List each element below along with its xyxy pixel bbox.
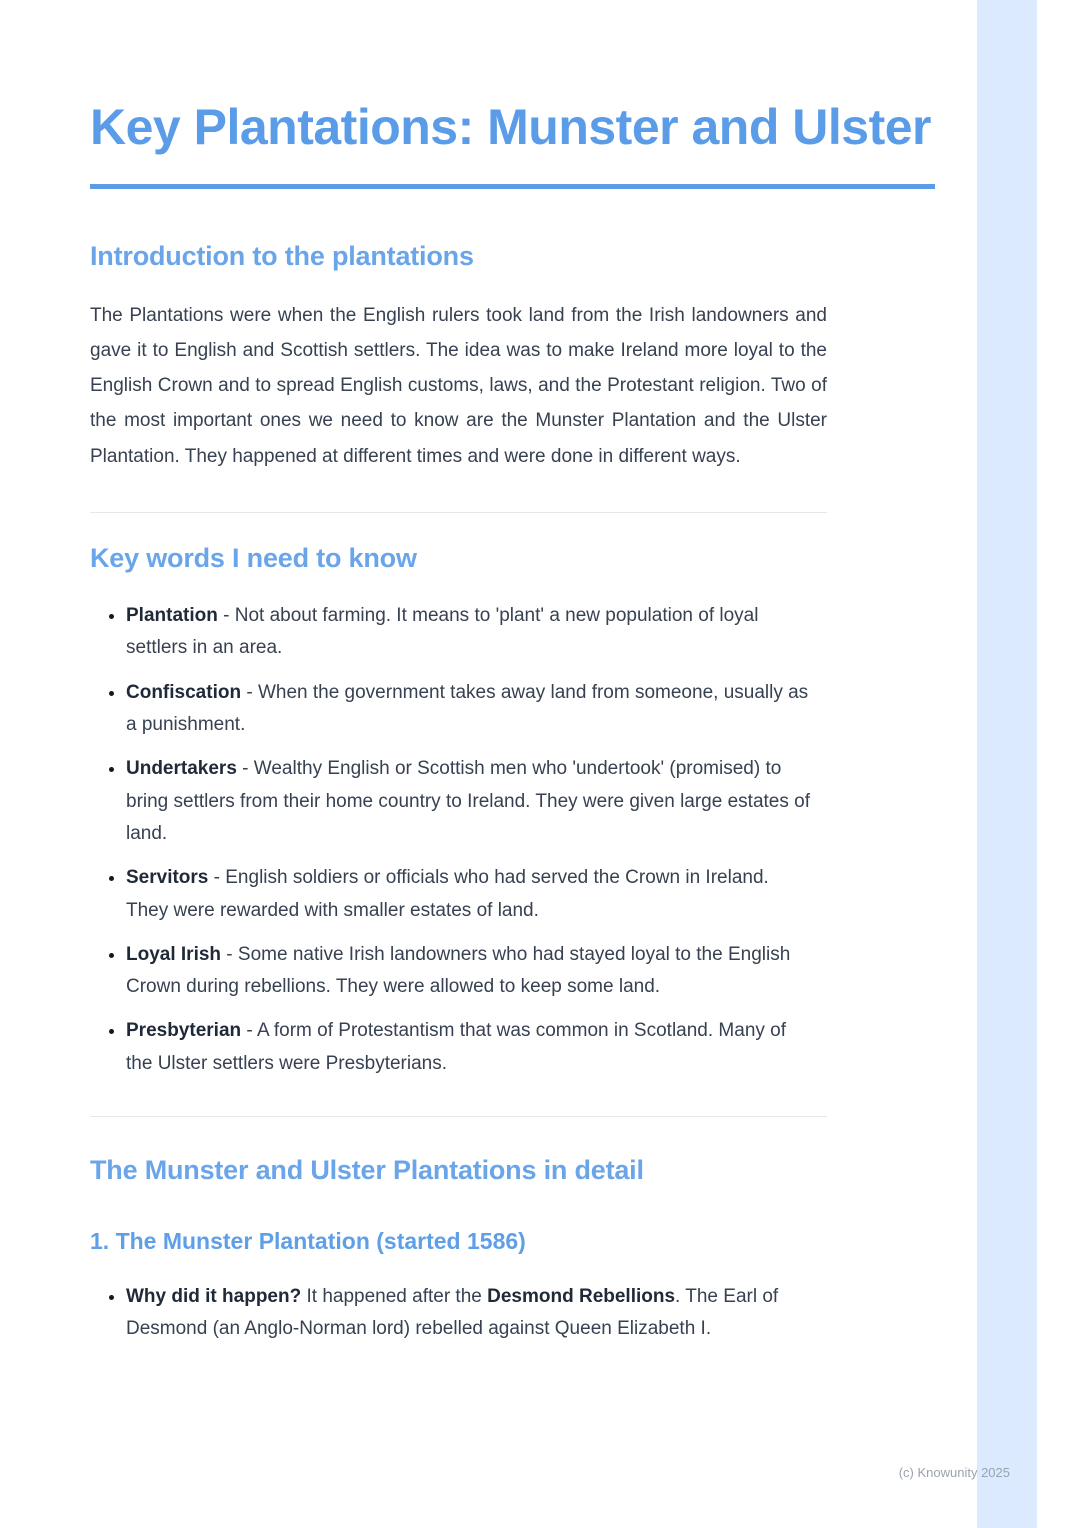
detail-bold-term: Desmond Rebellions xyxy=(487,1286,676,1307)
section-divider xyxy=(90,512,827,513)
section-heading-keywords: Key words I need to know xyxy=(90,543,417,574)
detail-bold-lead: Why did it happen? xyxy=(126,1286,302,1307)
keyword-term: Plantation xyxy=(126,605,218,627)
keyword-list xyxy=(90,600,810,1080)
page-title: Key Plantations: Munster and Ulster xyxy=(90,99,931,155)
detail-text: It happened after the xyxy=(301,1286,488,1307)
keyword-desc: - Not about farming. It means to 'plant' a new population of loyal settlers in an area. xyxy=(126,605,759,659)
keyword-desc: - English soldiers or officials who had served the Crown in Ireland. They were rewarded with smaller estates of land. xyxy=(126,867,769,921)
list-item xyxy=(126,862,810,927)
list-item xyxy=(126,939,810,1004)
section-divider xyxy=(90,1116,827,1117)
intro-paragraph: The Plantations were when the English rulers took land from the Irish landowners and gave it to English and Scottish settlers. The idea was to make Ireland more loyal to the English Crown and to spread English customs, laws, and the Protestant religion. Two of the most important ones we need to know are the Munster Plantation and the Ulster Plantation. They happened at different times and were done in different ways. xyxy=(90,304,827,467)
list-item xyxy=(126,753,810,850)
keyword-term: Presbyterian xyxy=(126,1020,242,1042)
document-content xyxy=(90,0,935,1346)
keyword-desc: - Wealthy English or Scottish men who 'undertook' (promised) to bring settlers from their home country to Ireland. They were given large estates of land. xyxy=(126,758,810,844)
section-heading-detail: The Munster and Ulster Plantations in detail xyxy=(90,1155,644,1185)
keyword-term: Undertakers xyxy=(126,758,237,780)
keyword-term: Servitors xyxy=(126,867,209,889)
keyword-desc: - Some native Irish landowners who had stayed loyal to the English Crown during rebellions. They were allowed to keep some land. xyxy=(126,943,791,998)
keyword-desc: - When the government takes away land from someone, usually as a punishment. xyxy=(126,681,809,736)
list-item xyxy=(126,677,810,742)
list-item xyxy=(126,1281,810,1346)
keyword-term: Confiscation xyxy=(126,681,242,703)
title-underline xyxy=(90,184,935,189)
side-accent-bar xyxy=(977,0,1037,1528)
section-heading-introduction: Introduction to the plantations xyxy=(90,240,474,271)
subsection-heading-munster: 1. The Munster Plantation (started 1586) xyxy=(90,1228,526,1254)
detail-list xyxy=(90,1281,810,1346)
keyword-term: Loyal Irish xyxy=(126,943,222,965)
list-item xyxy=(126,1015,810,1080)
keyword-desc: - A form of Protestantism that was common in Scotland. Many of the Ulster settlers were Presbyterians. xyxy=(126,1020,787,1074)
list-item xyxy=(126,600,810,665)
watermark: (c) Knowunity 2025 xyxy=(898,1465,1010,1480)
detail-text: . The Earl of Desmond (an Anglo-Norman lord) rebelled against Queen Elizabeth I. xyxy=(126,1286,779,1340)
